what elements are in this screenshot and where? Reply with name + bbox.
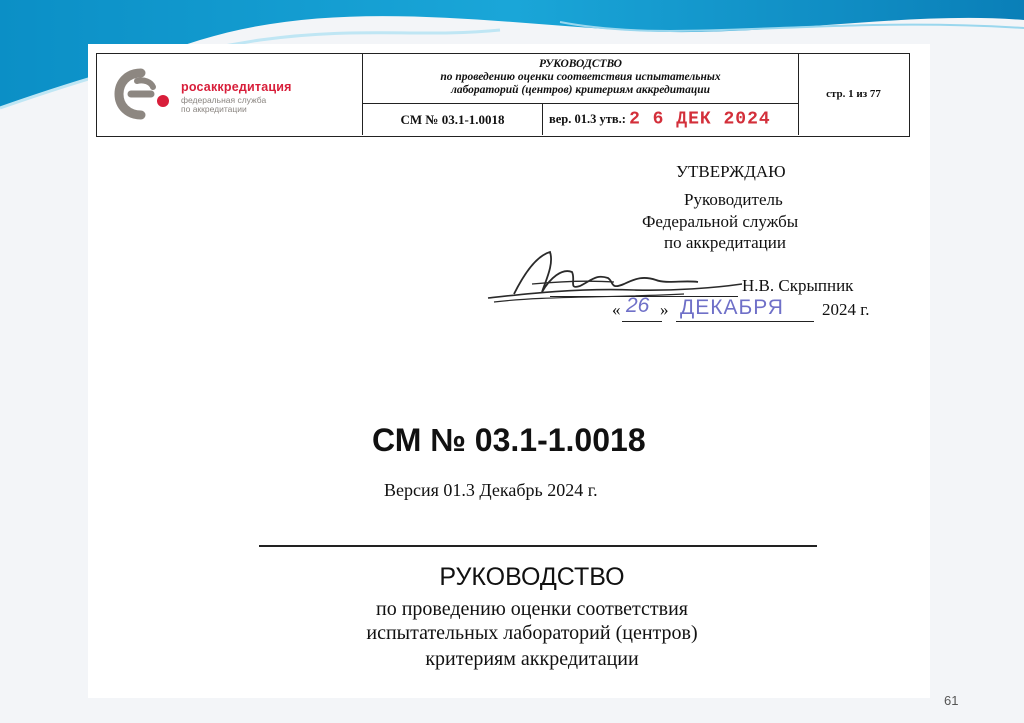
header-title: РУКОВОДСТВО <box>539 58 622 70</box>
org-subtitle-line-1: федеральная служба <box>181 95 267 105</box>
document-subtitle-line-2: испытательных лабораторий (центров) <box>366 622 698 644</box>
approver-title-line-1: Руководитель <box>684 190 783 209</box>
header-title-cell <box>363 54 799 104</box>
header-title-line-3: лабораторий (центров) критериям аккредитации <box>450 84 711 96</box>
header-code: СМ № 03.1-1.0018 <box>363 104 543 135</box>
org-subtitle <box>181 96 331 114</box>
org-name: росаккредитация <box>181 80 292 94</box>
document-title: РУКОВОДСТВО <box>439 563 625 591</box>
approver-title-line-2: Федеральной службы <box>642 212 799 231</box>
header-version-cell <box>543 104 799 135</box>
header-version-label: вер. 01.3 утв.: <box>549 112 626 126</box>
document-header-table <box>96 53 910 137</box>
approval-date-stamp: 2 6 ДЕК 2024 <box>629 109 771 130</box>
header-title-line-2: по проведению оценки соответствия испытательных <box>440 71 721 83</box>
org-subtitle-line-2: по аккредитации <box>181 104 247 114</box>
handwritten-month: ДЕКАБРЯ <box>680 296 784 319</box>
document-subtitle-line-3: критериям аккредитации <box>425 648 639 670</box>
day-underline <box>622 321 662 322</box>
signer-name: Н.В. Скрыпник <box>742 276 854 295</box>
slide-number: 61 <box>944 693 959 708</box>
header-page-info: стр. 1 из 77 <box>826 88 881 100</box>
logo-cell <box>97 54 363 135</box>
document-code: СМ № 03.1-1.0018 <box>372 422 646 458</box>
approval-year: 2024 г. <box>822 300 870 319</box>
approver-title-line-3: по аккредитации <box>664 233 786 252</box>
month-underline <box>676 321 814 322</box>
rosaccreditation-logo-icon <box>111 67 171 121</box>
approve-heading: УТВЕРЖДАЮ <box>676 162 786 181</box>
handwritten-day: 26 <box>626 294 650 317</box>
date-quote-close: » <box>660 300 669 319</box>
title-divider <box>259 545 817 547</box>
document-version: Версия 01.3 Декабрь 2024 г. <box>384 480 598 500</box>
date-quote-open: « <box>612 300 621 319</box>
document-subtitle-line-1: по проведению оценки соответствия <box>376 598 688 620</box>
